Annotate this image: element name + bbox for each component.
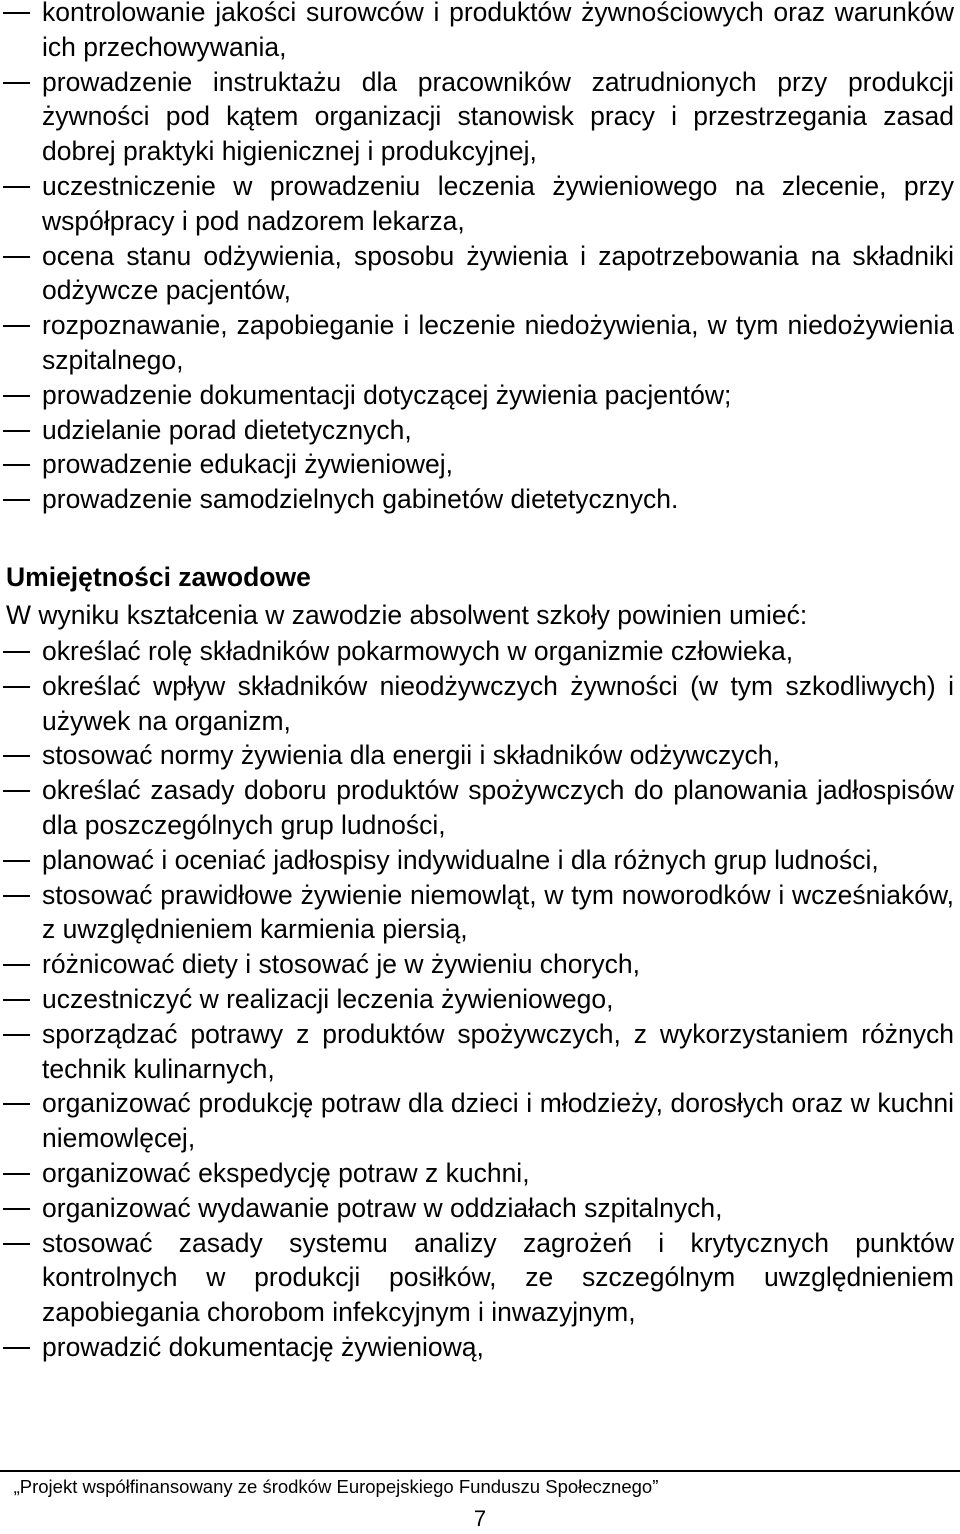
- dash-bullet-icon: [3, 895, 30, 897]
- list-item: [0, 1156, 958, 1191]
- list-item-text: uczestniczenie w prowadzeniu leczenia żywieniowego na zlecenie, przy współpracy i pod nadzorem lekarza,: [42, 170, 954, 236]
- list-item-text: kontrolowanie jakości surowców i produktów żywnościowych oraz warunków ich przechowywania,: [42, 0, 954, 62]
- list-item: [0, 1017, 958, 1087]
- list-item-text: uczestniczyć w realizacji leczenia żywieniowego,: [42, 983, 614, 1014]
- list-item-text: określać wpływ składników nieodżywczych żywności (w tym szkodliwych) i używek na organizm,: [42, 670, 954, 736]
- list-item: [0, 239, 958, 309]
- list-item-text: określać zasady doboru produktów spożywczych do planowania jadłospisów dla poszczególnych grup ludności,: [42, 775, 954, 840]
- list-item: [0, 843, 958, 878]
- dash-bullet-icon: [3, 325, 30, 327]
- dash-bullet-icon: [3, 651, 30, 653]
- list-item: [0, 482, 958, 517]
- list-item: [0, 982, 958, 1017]
- list-item-text: prowadzić dokumentację żywieniową,: [42, 1331, 484, 1362]
- dash-bullet-icon: [3, 395, 30, 397]
- dash-bullet-icon: [3, 1347, 30, 1349]
- dash-bullet-icon: [3, 999, 30, 1001]
- section-intro: W wyniku kształcenia w zawodzie absolwent szkoły powinien umieć:: [6, 600, 808, 630]
- list-item: [0, 634, 958, 669]
- dash-bullet-icon: [3, 1103, 30, 1105]
- list-item: [0, 1191, 958, 1226]
- list-item: [0, 378, 958, 413]
- page-number: 7: [473, 1506, 487, 1531]
- list-item: [0, 669, 958, 739]
- dash-bullet-icon: [3, 82, 30, 84]
- list-item-text: określać rolę składników pokarmowych w organizmie człowieka,: [42, 636, 794, 666]
- list-item-text: ocena stanu odżywienia, sposobu żywienia i zapotrzebowania na składniki odżywcze pacjentów,: [42, 240, 954, 306]
- dash-bullet-icon: [3, 1243, 30, 1245]
- list-item: [0, 169, 958, 239]
- dash-bullet-icon: [3, 1208, 30, 1210]
- list-item: [0, 0, 958, 65]
- list-item-text: różnicować diety i stosować je w żywieniu chorych,: [42, 949, 640, 980]
- dash-bullet-icon: [3, 186, 30, 188]
- dash-bullet-icon: [3, 964, 30, 966]
- list-item: [0, 413, 958, 448]
- list-item-text: planować i oceniać jadłospisy indywidualne i dla różnych grup ludności,: [42, 844, 879, 875]
- list-item-text: stosować zasady systemu analizy zagrożeń i krytycznych punktów kontrolnych w produkcji posiłków, ze szczególnym uwzględnieniem zapobiegania chorobom infekcyjnym i inwazyjnym,: [42, 1227, 954, 1328]
- dash-bullet-icon: [3, 464, 30, 466]
- dash-bullet-icon: [3, 686, 30, 688]
- list-item-text: prowadzenie instruktażu dla pracowników zatrudnionych przy produkcji żywności pod kątem organizacji stanowisk pracy i przestrzegania zasad dobrej praktyki higienicznej i produkcyjnej,: [42, 66, 954, 167]
- list-item: [0, 878, 958, 948]
- list-item-text: rozpoznawanie, zapobieganie i leczenie niedożywienia, w tym niedożywienia szpitalnego,: [42, 310, 954, 375]
- list-item-text: organizować produkcję potraw dla dzieci i młodzieży, dorosłych oraz w kuchni niemowlęcej,: [42, 1088, 954, 1154]
- dash-bullet-icon: [3, 1173, 30, 1175]
- dash-bullet-icon: [3, 499, 30, 501]
- list-item-text: organizować ekspedycję potraw z kuchni,: [42, 1157, 530, 1188]
- list-item: [0, 738, 958, 773]
- list-item: [0, 447, 958, 482]
- list-item: [0, 773, 958, 843]
- list-item-text: organizować wydawanie potraw w oddziałach szpitalnych,: [42, 1192, 723, 1223]
- skills-list: [0, 634, 958, 1365]
- duties-list: [0, 0, 958, 517]
- list-item: [0, 65, 958, 169]
- dash-bullet-icon: [3, 430, 30, 432]
- footer-divider: [0, 1470, 960, 1472]
- list-item: [0, 308, 958, 378]
- dash-bullet-icon: [3, 12, 30, 14]
- dash-bullet-icon: [3, 755, 30, 757]
- list-item-text: prowadzenie edukacji żywieniowej,: [42, 449, 453, 480]
- list-item-text: stosować prawidłowe żywienie niemowląt, w tym noworodków i wcześniaków, z uwzględnieniem karmienia piersią,: [42, 879, 954, 945]
- dash-bullet-icon: [3, 790, 30, 792]
- list-item-text: prowadzenie dokumentacji dotyczącej żywienia pacjentów;: [42, 379, 732, 410]
- list-item-text: stosować normy żywienia dla energii i składników odżywczych,: [42, 740, 780, 771]
- list-item-text: prowadzenie samodzielnych gabinetów dietetycznych.: [42, 484, 679, 515]
- list-item: [0, 1086, 958, 1156]
- list-item-text: sporządzać potrawy z produktów spożywczych, z wykorzystaniem różnych technik kulinarnych,: [42, 1018, 954, 1084]
- footer-text: „Projekt współfinansowany ze środków Europejskiego Funduszu Społecznego”: [13, 1476, 659, 1497]
- list-item: [0, 1330, 958, 1365]
- section-title: Umiejętności zawodowe: [6, 562, 311, 592]
- list-item: [0, 1226, 958, 1330]
- dash-bullet-icon: [3, 256, 30, 258]
- list-item: [0, 947, 958, 982]
- dash-bullet-icon: [3, 860, 30, 862]
- dash-bullet-icon: [3, 1034, 30, 1036]
- list-item-text: udzielanie porad dietetycznych,: [42, 414, 412, 445]
